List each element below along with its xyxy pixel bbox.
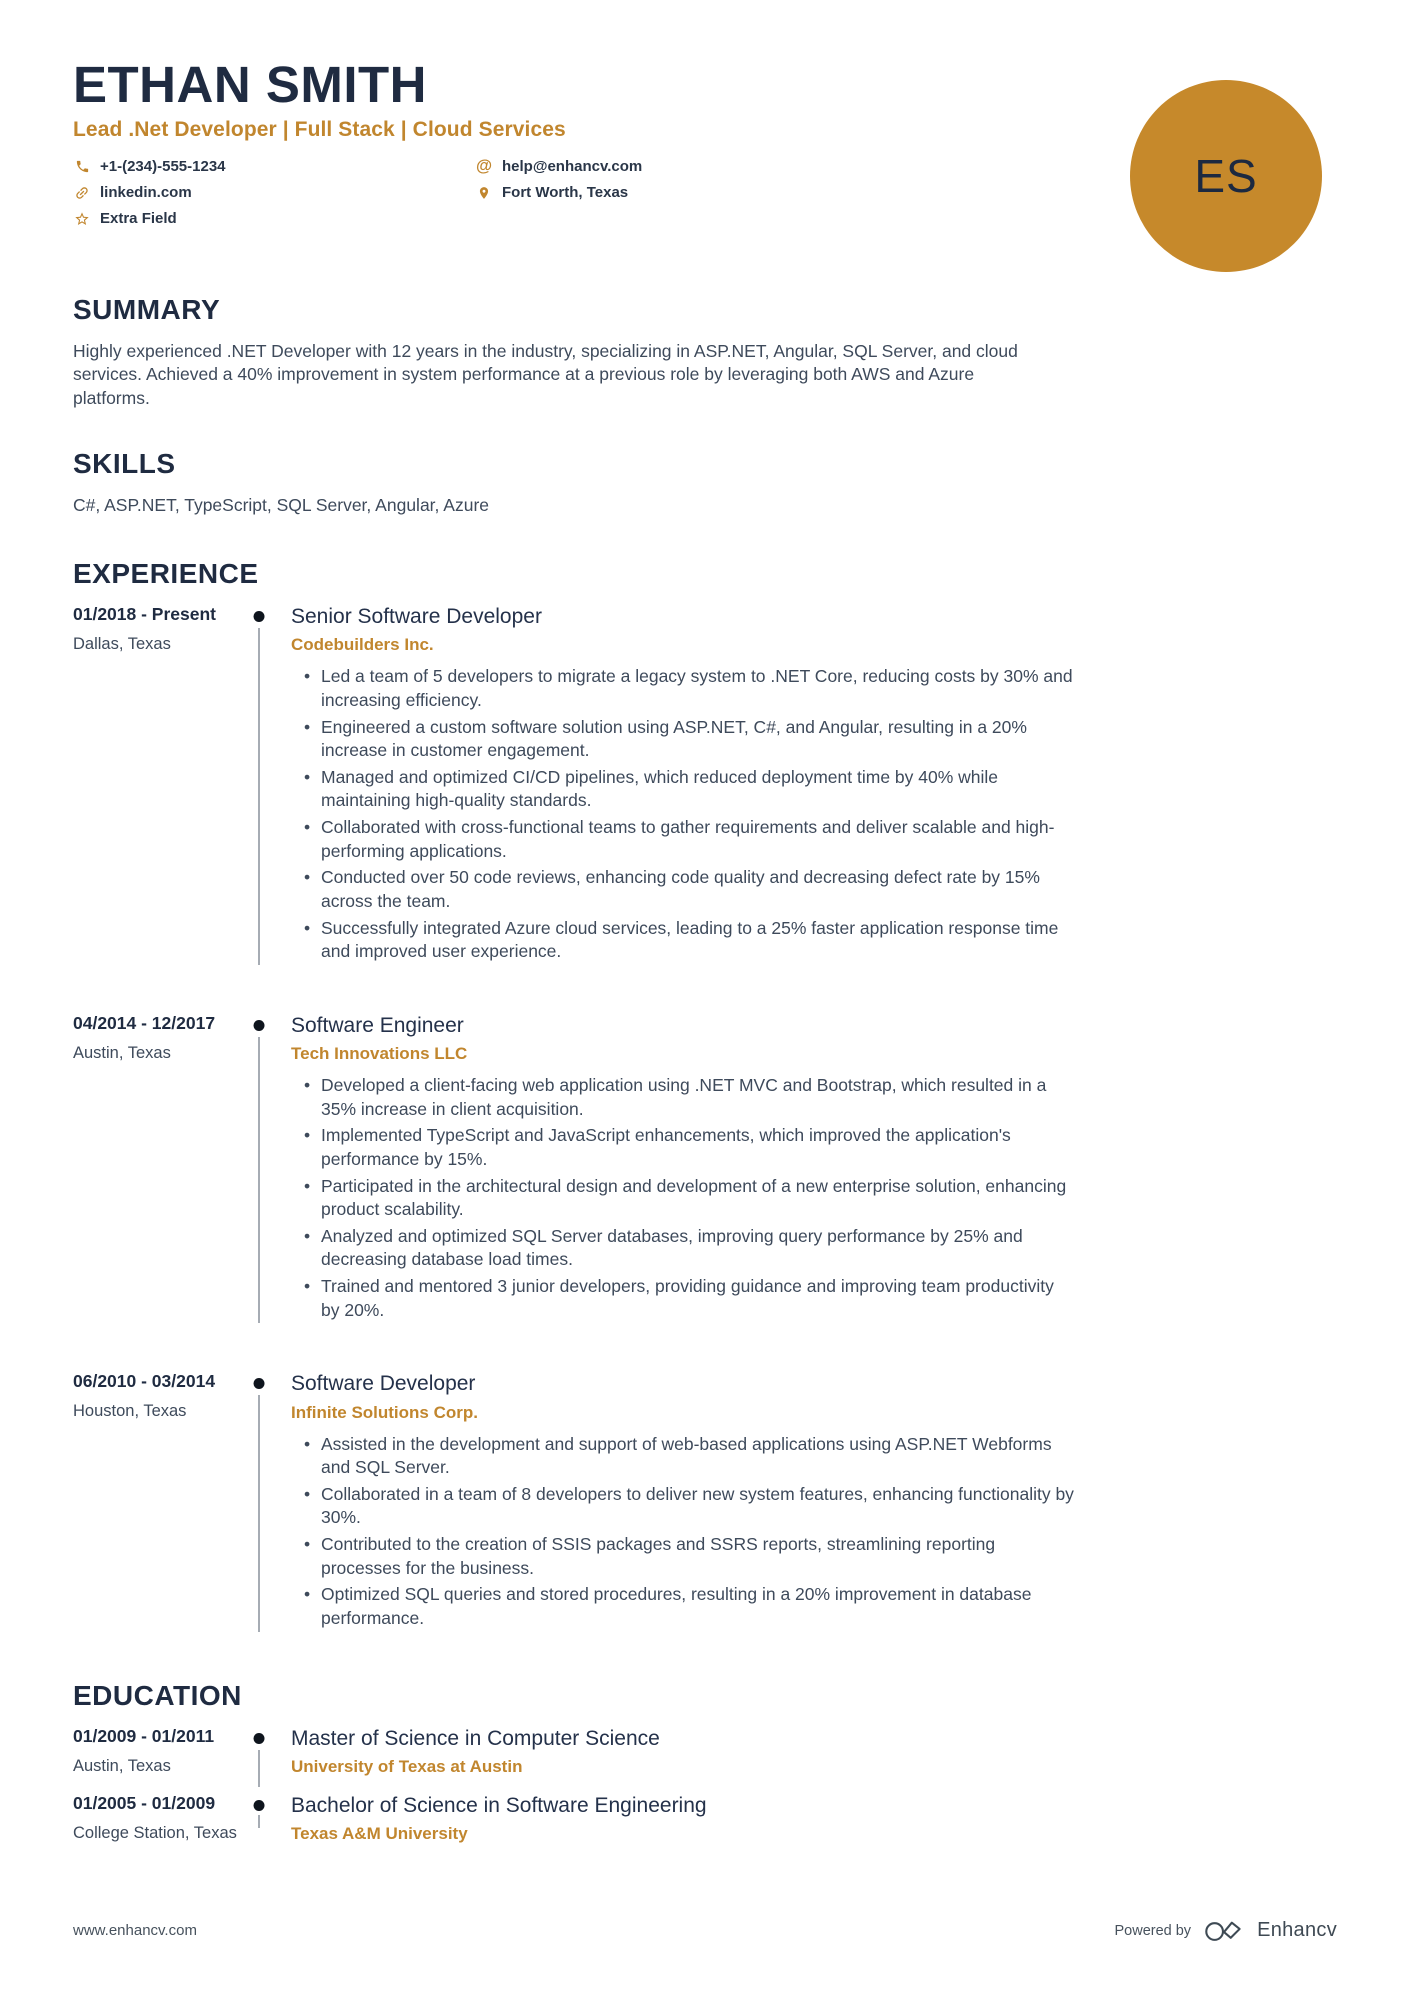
contact-text: Fort Worth, Texas xyxy=(502,184,629,202)
entry-dates: 01/2018 - Present xyxy=(73,604,217,625)
bullet-item: • Collaborated in a team of 8 developers to deliver new system features, enhancing functionality by 30%. xyxy=(291,1483,1077,1530)
candidate-name: ETHAN SMITH xyxy=(73,56,427,113)
bullet-item: • Optimized SQL queries and stored procedures, resulting in a 20% improvement in database performance. xyxy=(291,1583,1077,1630)
phone-icon xyxy=(73,158,91,176)
entry-bullets xyxy=(291,1433,1077,1631)
timeline-line xyxy=(258,1815,260,1828)
education-heading: EDUCATION xyxy=(73,1679,242,1711)
website-link[interactable]: www.enhancv.com xyxy=(73,1922,197,1939)
bullet-item: • Engineered a custom software solution using ASP.NET, C#, and Angular, resulting in a 20% increase in customer engagement. xyxy=(291,716,1077,763)
bullet-item: • Analyzed and optimized SQL Server databases, improving query performance by 25% and decreasing database load times. xyxy=(291,1225,1077,1272)
experience-entry xyxy=(73,604,1337,967)
entry-title: Senior Software Developer xyxy=(291,605,542,629)
star-icon xyxy=(73,210,91,228)
timeline-dot xyxy=(254,611,265,622)
entry-title: Bachelor of Science in Software Engineering xyxy=(291,1793,707,1817)
timeline xyxy=(253,1793,265,1844)
entry-dates: 01/2005 - 01/2009 xyxy=(73,1792,216,1813)
contact-column-right xyxy=(475,154,642,232)
entry-school: University of Texas at Austin xyxy=(291,1756,523,1776)
entry-body xyxy=(265,1013,1077,1326)
education-entry xyxy=(73,1726,1337,1777)
bullet-item: • Assisted in the development and support of web-based applications using ASP.NET Webforms and SQL Server. xyxy=(291,1433,1077,1480)
entry-location: College Station, Texas xyxy=(73,1823,237,1842)
timeline-dot xyxy=(254,1020,265,1031)
entry-company: Codebuilders Inc. xyxy=(291,635,434,655)
contact-text: Extra Field xyxy=(100,210,177,228)
entry-location: Austin, Texas xyxy=(73,1756,171,1775)
bullet-item: • Developed a client-facing web application using .NET MVC and Bootstrap, which resulted in a 35% increase in client acquisition. xyxy=(291,1074,1077,1121)
timeline-dot xyxy=(254,1800,265,1811)
timeline-line xyxy=(258,628,260,965)
experience-section xyxy=(73,558,1337,1634)
contact-item[interactable] xyxy=(475,180,642,206)
powered-by-label: Powered by xyxy=(1114,1922,1192,1939)
entry-body xyxy=(265,1726,1077,1777)
entry-school: Texas A&M University xyxy=(291,1824,468,1844)
entry-location: Houston, Texas xyxy=(73,1402,187,1421)
bullet-item: • Collaborated with cross-functional teams to gather requirements and deliver scalable and high-performing applications. xyxy=(291,816,1077,863)
entry-body xyxy=(265,1793,1077,1844)
bullet-item: • Led a team of 5 developers to migrate a legacy system to .NET Core, reducing costs by 30% and increasing efficiency. xyxy=(291,665,1077,712)
entry-company: Tech Innovations LLC xyxy=(291,1044,468,1064)
entry-meta xyxy=(73,1013,253,1326)
entry-dates: 01/2009 - 01/2011 xyxy=(73,1725,215,1746)
entry-body xyxy=(265,1371,1077,1633)
avatar-initials: ES xyxy=(1194,150,1258,202)
contact-text: +1-(234)-555-1234 xyxy=(100,158,226,176)
entry-bullets xyxy=(291,1074,1077,1322)
timeline xyxy=(253,1371,265,1633)
entry-body xyxy=(265,604,1077,967)
timeline xyxy=(253,604,265,967)
experience-heading: EXPERIENCE xyxy=(73,558,259,590)
entry-location: Dallas, Texas xyxy=(73,635,171,654)
entry-bullets xyxy=(291,665,1077,964)
bullet-item: • Managed and optimized CI/CD pipelines, which reduced deployment time by 40% while maintaining high-quality standards. xyxy=(291,766,1077,813)
entry-title: Software Developer xyxy=(291,1372,476,1396)
bullet-item: • Participated in the architectural design and development of a new enterprise solution, enhancing product scalability. xyxy=(291,1175,1077,1222)
timeline-dot xyxy=(254,1733,265,1744)
link-icon xyxy=(73,184,91,202)
contact-text: linkedin.com xyxy=(100,184,192,202)
bullet-item: • Trained and mentored 3 junior developers, providing guidance and improving team productivity by 20%. xyxy=(291,1275,1077,1322)
timeline xyxy=(253,1726,265,1777)
bullet-item: • Implemented TypeScript and JavaScript enhancements, which improved the application's performance by 15%. xyxy=(291,1124,1077,1171)
resume-header xyxy=(73,58,1337,232)
entry-dates: 06/2010 - 03/2014 xyxy=(73,1371,216,1392)
bullet-item: • Successfully integrated Azure cloud services, leading to a 25% faster application response time and improved user experience. xyxy=(291,917,1077,964)
skills-heading: SKILLS xyxy=(73,448,176,480)
entry-company: Infinite Solutions Corp. xyxy=(291,1402,478,1422)
timeline-line xyxy=(258,1750,260,1787)
at-icon: @ xyxy=(475,157,493,176)
entry-dates: 04/2014 - 12/2017 xyxy=(73,1012,216,1033)
page-footer xyxy=(73,1918,1337,1943)
education-entries xyxy=(73,1726,1337,1845)
entry-title: Master of Science in Computer Science xyxy=(291,1726,660,1750)
entry-location: Austin, Texas xyxy=(73,1043,171,1062)
summary-text: Highly experienced .NET Developer with 12 years in the industry, specializing in ASP.NET, Angular, SQL Server, and cloud services. Achieved a 40% improvement in system performance at a previous role by leveraging both AWS and Azure platforms. xyxy=(73,340,1018,408)
candidate-headline: Lead .Net Developer | Full Stack | Cloud Services xyxy=(73,117,566,141)
contact-item[interactable] xyxy=(73,154,475,180)
bullet-item: • Contributed to the creation of SSIS packages and SSRS reports, streamlining reporting processes for the business. xyxy=(291,1533,1077,1580)
experience-entry xyxy=(73,1013,1337,1326)
summary-section xyxy=(73,294,1337,411)
enhancv-wordmark[interactable]: Enhancv xyxy=(1257,1919,1337,1941)
entry-meta xyxy=(73,604,253,967)
timeline-line xyxy=(258,1037,260,1324)
powered-by xyxy=(1114,1918,1337,1943)
entry-meta xyxy=(73,1371,253,1633)
entry-title: Software Engineer xyxy=(291,1013,464,1037)
experience-entry xyxy=(73,1371,1337,1633)
entry-meta xyxy=(73,1793,253,1844)
contact-text: help@enhancv.com xyxy=(502,158,643,176)
avatar xyxy=(1130,80,1322,272)
skills-section xyxy=(73,448,1337,518)
contact-item[interactable] xyxy=(475,154,642,180)
timeline-line xyxy=(258,1395,260,1631)
entry-meta xyxy=(73,1726,253,1777)
contact-column-left xyxy=(73,154,475,232)
bullet-item: • Conducted over 50 code reviews, enhancing code quality and decreasing defect rate by 15% across the team. xyxy=(291,866,1077,913)
contact-item[interactable] xyxy=(73,180,475,206)
location-pin-icon xyxy=(475,184,493,202)
timeline xyxy=(253,1013,265,1326)
timeline-dot xyxy=(254,1378,265,1389)
enhancv-logo-icon[interactable] xyxy=(1204,1918,1244,1943)
summary-heading: SUMMARY xyxy=(73,293,221,325)
education-section xyxy=(73,1680,1337,1845)
skills-list: C#, ASP.NET, TypeScript, SQL Server, Angular, Azure xyxy=(73,495,490,516)
experience-entries xyxy=(73,604,1337,1634)
contact-item[interactable] xyxy=(73,206,475,232)
education-entry xyxy=(73,1793,1337,1844)
